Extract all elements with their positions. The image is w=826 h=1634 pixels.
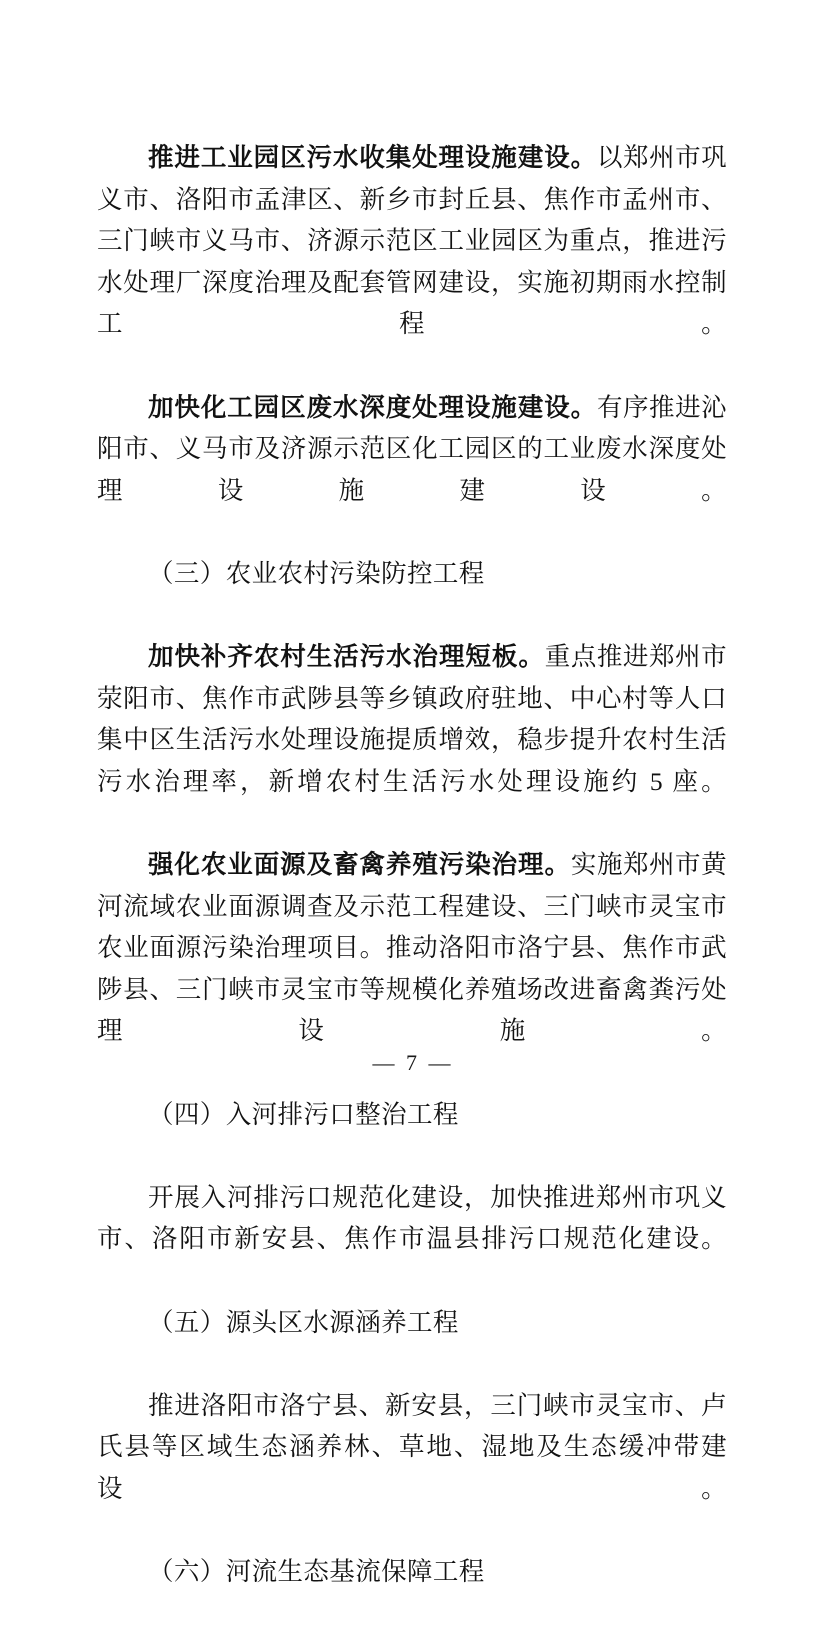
- para-rural-domestic-sewage: [97, 636, 727, 844]
- heading-section-three: （三）农业农村污染防控工程: [148, 558, 485, 588]
- para-body: 开展入河排污口规范化建设，加快推进郑州市巩义市、洛阳市新安县、焦作市温县排污口规范化建设。: [97, 1182, 727, 1254]
- heading-section-five: （五）源头区水源涵养工程: [148, 1307, 459, 1337]
- para-lead-in: 加快补齐农村生活污水治理短板。: [148, 642, 545, 672]
- page-number-footer: — 7 —: [372, 1050, 454, 1075]
- para-industrial-park-sewage: [97, 137, 727, 387]
- para-body: 推进洛阳市洛宁县、新安县，三门峡市灵宝市、卢氏县等区域生态涵养林、草地、湿地及生态缓冲带建设。: [97, 1390, 727, 1503]
- heading-section-four: （四）入河排污口整治工程: [148, 1099, 459, 1129]
- para-body: 有序推进沁阳市、义马市及济源示范区化工园区的工业废水深度处理设施建设。: [97, 392, 727, 505]
- para-body: 实施郑州市黄河流域农业面源调查及示范工程建设、三门峡市灵宝市农业面源污染治理项目。推动洛阳市洛宁县、焦作市武陟县、三门峡市灵宝市等规模化养殖场改进畜禽粪污处理设施。: [97, 850, 727, 1046]
- para-lead-in: 推进工业园区污水收集处理设施建设。: [148, 143, 598, 172]
- para-body: 以郑州市巩义市、洛阳市孟津区、新乡市封丘县、焦作市孟州市、三门峡市义马市、济源示范区工业园区为重点，推进污水处理厂深度治理及配套管网建设，实施初期雨水控制工程。: [97, 143, 727, 339]
- para-chemical-park-wastewater: [97, 387, 727, 553]
- body-text-column: [97, 137, 727, 1634]
- para-lead-in: 强化农业面源及畜禽养殖污染治理。: [148, 850, 571, 880]
- para-body: 重点推进郑州市荥阳市、焦作市武陟县等乡镇政府驻地、中心村等人口集中区生活污水处理设施提质增效，稳步提升农村生活污水治理率，新增农村生活污水处理设施约 5 座。: [97, 642, 727, 796]
- para-lead-in: 加快化工园区废水深度处理设施建设。: [148, 392, 598, 422]
- para-headwater-conservation: [97, 1385, 727, 1551]
- para-river-outfall-standardization: [97, 1177, 727, 1302]
- heading-section-six: （六）河流生态基流保障工程: [148, 1557, 485, 1587]
